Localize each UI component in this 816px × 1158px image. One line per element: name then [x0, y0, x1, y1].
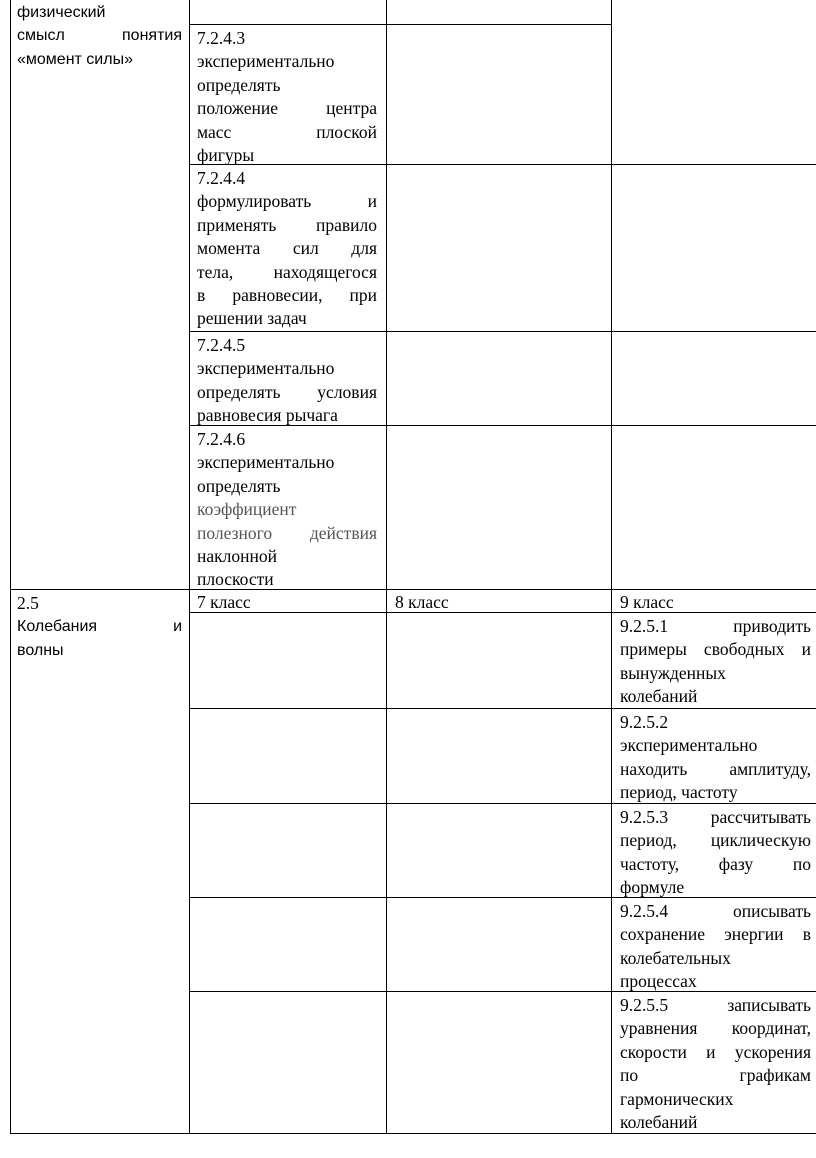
text-line: фигуры — [197, 145, 255, 166]
text-line: уравнения координат, — [620, 1018, 811, 1039]
row-border — [10, 589, 816, 590]
text-line: примеры свободных и — [620, 639, 811, 660]
grade-label: 7 класс — [197, 592, 251, 612]
text-line: определять условия — [197, 381, 377, 402]
objective-code: 7.2.4.3 — [197, 28, 246, 48]
objective-9-2-5-3 — [620, 806, 811, 900]
column-border — [611, 0, 612, 1134]
text-line: по графикам — [620, 1065, 811, 1086]
text-line: Колебания и — [17, 618, 182, 636]
grade-header-9 — [620, 591, 810, 614]
text-line: масс плоской — [197, 121, 377, 142]
text-line: решении задач — [197, 308, 307, 329]
grade-header-8 — [395, 591, 605, 614]
text-line: 9.2.5.3 рассчитывать — [620, 807, 811, 827]
objective-code: 7.2.4.6 — [197, 429, 246, 449]
objective-9-2-5-5 — [620, 994, 811, 1134]
text-line: полезного действия — [197, 522, 377, 543]
text-line: коэффициент — [197, 499, 297, 520]
text-line: скорости и ускорения — [620, 1041, 811, 1062]
objective-7-2-4-5 — [197, 334, 377, 428]
objective-9-2-5-2 — [620, 711, 811, 805]
text-line: процессах — [620, 971, 697, 992]
text-line: экспериментально — [620, 735, 758, 756]
objective-9-2-5-4 — [620, 900, 811, 994]
text-line: определять — [197, 475, 281, 496]
column-border — [189, 0, 190, 1134]
text-line: период, частоту — [620, 782, 738, 803]
grade-label: 9 класс — [620, 592, 674, 612]
text-line: физический — [17, 4, 106, 21]
text-line: применять правило — [197, 214, 377, 235]
text-line: волны — [17, 641, 64, 659]
topic-2-5-title — [17, 592, 182, 662]
topic-2-4-description — [17, 1, 182, 71]
text-line: колебаний — [620, 686, 698, 707]
text-line: находить амплитуду, — [620, 758, 811, 779]
text-line: положение центра — [197, 98, 377, 119]
grade-label: 8 класс — [395, 592, 449, 612]
text-line: 9.2.5.4 описывать — [620, 901, 811, 921]
text-line: экспериментально — [197, 452, 335, 473]
grade-header-7 — [197, 591, 377, 614]
text-line: 9.2.5.2 — [620, 712, 669, 732]
text-line: плоскости — [197, 569, 274, 590]
objective-9-2-5-1 — [620, 615, 811, 709]
row-border — [189, 331, 816, 332]
text-line: частоту, фазу по — [620, 853, 811, 874]
text-line: формуле — [620, 877, 685, 898]
objective-code: 7.2.4.4 — [197, 168, 246, 188]
text-line: формулировать и — [197, 191, 377, 212]
text-line: равновесия рычага — [197, 405, 338, 426]
objective-code: 7.2.4.5 — [197, 335, 246, 355]
objective-7-2-4-4 — [197, 167, 377, 331]
objective-7-2-4-3 — [197, 27, 377, 167]
text-line: колебательных — [620, 947, 731, 968]
text-line: гармонических — [620, 1088, 734, 1109]
text-line: экспериментально — [197, 358, 335, 379]
text-line: период, циклическую — [620, 830, 811, 851]
column-border — [386, 0, 387, 1134]
text-line: экспериментально — [197, 51, 335, 72]
text-line: тела, находящегося — [197, 261, 377, 282]
objective-7-2-4-6 — [197, 428, 377, 592]
text-line: «момент силы» — [17, 50, 133, 68]
text-line: 9.2.5.5 записывать — [620, 995, 811, 1015]
column-border — [10, 0, 11, 1134]
text-line: смысл понятия — [17, 27, 182, 45]
text-line: момента сил для — [197, 238, 377, 259]
text-line: в равновесии, при — [197, 285, 377, 306]
text-line: определять — [197, 74, 281, 95]
text-line: наклонной — [197, 546, 277, 567]
text-line: 9.2.5.1 приводить — [620, 616, 811, 636]
text-line: колебаний — [620, 1112, 698, 1133]
text-line: сохранение энергии в — [620, 924, 811, 945]
row-border — [189, 24, 612, 25]
topic-number: 2.5 — [17, 593, 39, 613]
text-line: вынужденных — [620, 662, 726, 683]
